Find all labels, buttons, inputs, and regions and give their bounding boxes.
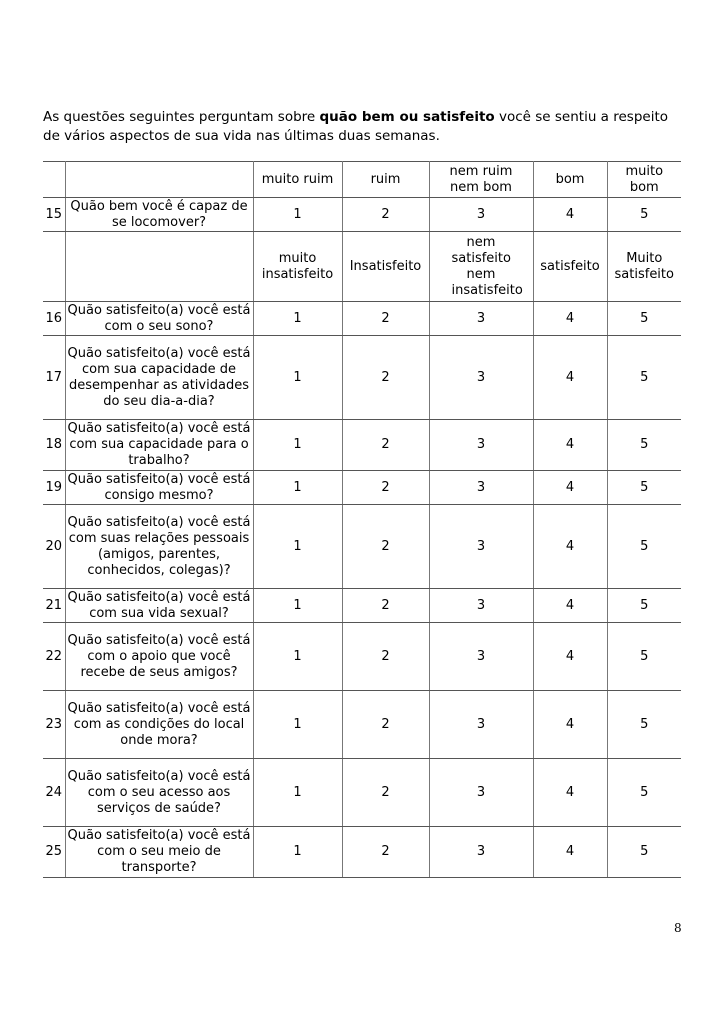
question-row-22 (43, 623, 681, 691)
answer-option-5[interactable]: 5 (607, 471, 681, 505)
answer-option-4[interactable]: 4 (533, 420, 607, 471)
question-number: 17 (43, 336, 65, 420)
question-text: Quão satisfeito(a) você está com o apoio que você recebe de seus amigos? (65, 623, 253, 691)
answer-option-3[interactable]: 3 (429, 336, 533, 420)
scale-header-cell: muito insatisfeito (253, 232, 342, 302)
question-number: 16 (43, 302, 65, 336)
answer-option-4[interactable]: 4 (533, 589, 607, 623)
question-number: 24 (43, 759, 65, 827)
answer-option-2[interactable]: 2 (342, 336, 429, 420)
answer-option-4[interactable]: 4 (533, 691, 607, 759)
answer-option-2[interactable]: 2 (342, 471, 429, 505)
scale-header-cell: Muito satisfeito (607, 232, 681, 302)
question-number: 21 (43, 589, 65, 623)
intro-text-end: você se sentiu a respeito de vários aspectos de sua vida nas últimas duas semanas. (43, 109, 668, 144)
answer-option-2[interactable]: 2 (342, 420, 429, 471)
header-empty-text (65, 162, 253, 198)
question-text: Quão satisfeito(a) você está com sua capacidade de desempenhar as atividades do seu dia-a-dia? (65, 336, 253, 420)
answer-option-5[interactable]: 5 (607, 420, 681, 471)
answer-option-2[interactable]: 2 (342, 198, 429, 232)
question-text: Quão satisfeito(a) você está com o seu sono? (65, 302, 253, 336)
header-empty-text (65, 232, 253, 302)
question-number: 23 (43, 691, 65, 759)
answer-option-3[interactable]: 3 (429, 302, 533, 336)
question-number: 22 (43, 623, 65, 691)
question-text: Quão satisfeito(a) você está com as condições do local onde mora? (65, 691, 253, 759)
question-text: Quão satisfeito(a) você está com o seu acesso aos serviços de saúde? (65, 759, 253, 827)
question-row-19 (43, 471, 681, 505)
answer-option-2[interactable]: 2 (342, 589, 429, 623)
answer-option-1[interactable]: 1 (253, 336, 342, 420)
question-row-21 (43, 589, 681, 623)
answer-option-3[interactable]: 3 (429, 471, 533, 505)
scale-header-cell: Insatisfeito (342, 232, 429, 302)
answer-option-3[interactable]: 3 (429, 420, 533, 471)
question-text: Quão satisfeito(a) você está com sua vida sexual? (65, 589, 253, 623)
scale-header-cell: bom (533, 162, 607, 198)
answer-option-1[interactable]: 1 (253, 623, 342, 691)
answer-option-1[interactable]: 1 (253, 420, 342, 471)
answer-option-5[interactable]: 5 (607, 691, 681, 759)
question-row-18 (43, 420, 681, 471)
answer-option-3[interactable]: 3 (429, 691, 533, 759)
answer-option-5[interactable]: 5 (607, 759, 681, 827)
question-row-25 (43, 827, 681, 878)
page-number: 8 (674, 921, 682, 935)
question-text: Quão satisfeito(a) você está consigo mesmo? (65, 471, 253, 505)
question-number: 20 (43, 505, 65, 589)
scale-header-row-bem (43, 162, 681, 198)
answer-option-1[interactable]: 1 (253, 827, 342, 878)
scale-header-cell: nem satisfeito nem insatisfeito (429, 232, 533, 302)
header-empty-num (43, 232, 65, 302)
scale-header-cell: ruim (342, 162, 429, 198)
answer-option-4[interactable]: 4 (533, 759, 607, 827)
answer-option-4[interactable]: 4 (533, 505, 607, 589)
answer-option-2[interactable]: 2 (342, 827, 429, 878)
question-text: Quão bem você é capaz de se locomover? (65, 198, 253, 232)
scale-header-cell: muito bom (607, 162, 681, 198)
answer-option-5[interactable]: 5 (607, 505, 681, 589)
answer-option-1[interactable]: 1 (253, 759, 342, 827)
answer-option-2[interactable]: 2 (342, 623, 429, 691)
answer-option-1[interactable]: 1 (253, 589, 342, 623)
answer-option-1[interactable]: 1 (253, 198, 342, 232)
intro-text-start: As questões seguintes perguntam sobre (43, 109, 320, 125)
answer-option-2[interactable]: 2 (342, 759, 429, 827)
question-text: Quão satisfeito(a) você está com sua capacidade para o trabalho? (65, 420, 253, 471)
questionnaire-body (43, 162, 681, 878)
question-row-16 (43, 302, 681, 336)
question-number: 18 (43, 420, 65, 471)
questionnaire-table (43, 161, 681, 878)
answer-option-1[interactable]: 1 (253, 505, 342, 589)
answer-option-4[interactable]: 4 (533, 471, 607, 505)
answer-option-1[interactable]: 1 (253, 691, 342, 759)
scale-header-cell: muito ruim (253, 162, 342, 198)
answer-option-5[interactable]: 5 (607, 623, 681, 691)
answer-option-2[interactable]: 2 (342, 505, 429, 589)
answer-option-5[interactable]: 5 (607, 302, 681, 336)
answer-option-4[interactable]: 4 (533, 623, 607, 691)
question-number: 15 (43, 198, 65, 232)
question-text: Quão satisfeito(a) você está com suas relações pessoais (amigos, parentes, conhecidos, colegas)? (65, 505, 253, 589)
answer-option-5[interactable]: 5 (607, 336, 681, 420)
question-row-23 (43, 691, 681, 759)
question-row-24 (43, 759, 681, 827)
intro-paragraph (43, 108, 683, 146)
question-row-17 (43, 336, 681, 420)
answer-option-3[interactable]: 3 (429, 505, 533, 589)
header-empty-num (43, 162, 65, 198)
question-text: Quão satisfeito(a) você está com o seu meio de transporte? (65, 827, 253, 878)
answer-option-5[interactable]: 5 (607, 198, 681, 232)
question-row-20 (43, 505, 681, 589)
answer-option-5[interactable]: 5 (607, 589, 681, 623)
scale-header-row-satisfeito (43, 232, 681, 302)
answer-option-4[interactable]: 4 (533, 198, 607, 232)
answer-option-3[interactable]: 3 (429, 623, 533, 691)
answer-option-4[interactable]: 4 (533, 827, 607, 878)
answer-option-3[interactable]: 3 (429, 198, 533, 232)
answer-option-1[interactable]: 1 (253, 302, 342, 336)
answer-option-4[interactable]: 4 (533, 302, 607, 336)
scale-header-cell: satisfeito (533, 232, 607, 302)
answer-option-4[interactable]: 4 (533, 336, 607, 420)
intro-text-bold: quão bem ou satisfeito (319, 109, 495, 125)
answer-option-3[interactable]: 3 (429, 759, 533, 827)
question-number: 19 (43, 471, 65, 505)
answer-option-3[interactable]: 3 (429, 827, 533, 878)
scale-header-cell: nem ruim nem bom (429, 162, 533, 198)
question-row-15 (43, 198, 681, 232)
question-number: 25 (43, 827, 65, 878)
answer-option-3[interactable]: 3 (429, 589, 533, 623)
answer-option-2[interactable]: 2 (342, 302, 429, 336)
answer-option-1[interactable]: 1 (253, 471, 342, 505)
answer-option-5[interactable]: 5 (607, 827, 681, 878)
answer-option-2[interactable]: 2 (342, 691, 429, 759)
